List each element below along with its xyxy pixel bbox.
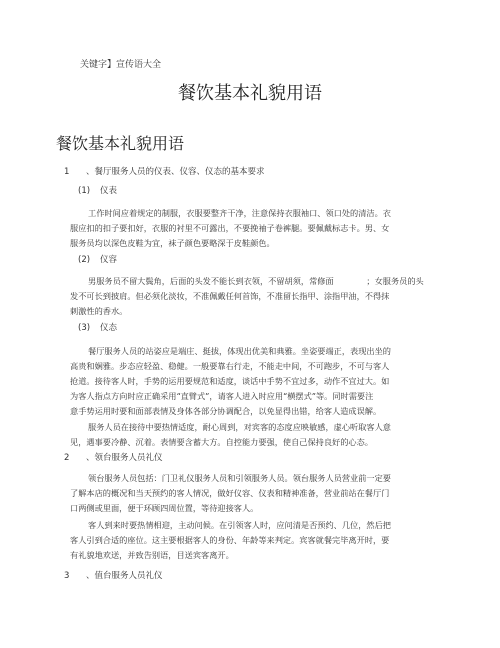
- section-1-number: 1: [64, 167, 70, 177]
- subsection-2-heading: [78, 254, 117, 266]
- paragraph-line: 餐厅服务人员的站姿应是端庄、挺拔，体现出优美和典雅。坐姿要端正，表现出坐的: [88, 346, 391, 356]
- section-2-label: 、领台服务人员礼仪: [86, 453, 163, 463]
- section-2-heading: [64, 452, 163, 464]
- paragraph-host-staff: [70, 471, 432, 516]
- paragraph-line: 服务员均以深色皮鞋为宜，袜子颜色要略深于皮鞋颜色。: [70, 238, 275, 248]
- paragraph-line: 客人到来时要热情相迎，主动问候。在引领客人时，应问清是否预约、几位，然后把: [88, 520, 391, 530]
- subsection-3-heading: [78, 322, 117, 334]
- subsection-3-number: (3): [78, 323, 91, 333]
- paragraph-line: 服务人员在接待中要热情适度，耐心周到，对宾客的态度应映敏感，虚心听取客人意: [88, 422, 391, 432]
- section-1-heading: [64, 166, 265, 178]
- subsection-3-label: 仪态: [100, 323, 118, 333]
- subsection-2-label: 仪容: [100, 255, 118, 265]
- paragraph-line: 高贵和娴雅。步态应轻盈、稳健。一般要靠右行走，不能走中间，不可跑步，不可与客人: [70, 361, 390, 371]
- paragraph-line: 见，遇事要冷静、沉着。表情要含蓄大方。自控能力要强，使自己保持良好的心态。: [70, 437, 373, 447]
- paragraph-line: 为客人指点方向时应正确采用“直臂式”，请客人进入时应用“横摆式”等。同时需要注: [70, 391, 374, 401]
- paragraph-line: 领台服务人员包括：门卫礼仪服务人员和引领服务人员。领台服务人员营业前一定要: [88, 473, 391, 483]
- paragraph-attitude: [70, 420, 432, 450]
- paragraph-line: 服应扣的扣子要扣好，衣服的衬里不可露出，不要挽袖子卷裤腿。要佩戴标志卡。男、女: [70, 223, 390, 233]
- subsection-1-heading: [78, 185, 117, 197]
- section-1-label: 、餐厅服务人员的仪表、仪容、仪态的基本要求: [86, 167, 265, 177]
- document-title: 餐饮基本礼貌用语: [178, 83, 322, 104]
- paragraph-line: 有礼貌地欢送，并致告别语，目送宾客离开。: [70, 550, 234, 560]
- paragraph-line: 意手势运用时要和面部表情及身体各部分协调配合，以免显得出错，给客人造成误解。: [70, 406, 382, 416]
- paragraph-posture: [70, 344, 432, 419]
- section-2-number: 2: [64, 453, 70, 463]
- paragraph-line: 客人引到合适的座位。这主要根据客人的身份、年龄等来判定。宾客就餐完毕离开时，要: [70, 535, 390, 545]
- section-3-number: 3: [64, 571, 70, 581]
- subsection-1-label: 仪表: [100, 186, 118, 196]
- section-3-heading: [64, 570, 163, 582]
- paragraph-line: 口两侧或里面，便于环顾四周位置，等待迎接客人。: [70, 503, 259, 513]
- subsection-1-number: (1): [78, 186, 91, 196]
- paragraph-line: 发不可长到披肩。但必须化淡妆，不准佩戴任何首饰，不准留长指甲、涂指甲油，不得抹: [70, 291, 390, 301]
- section-heading: 餐饮基本礼貌用语: [56, 134, 185, 153]
- paragraph-attire: [70, 206, 432, 251]
- section-3-label: 、值台服务人员礼仪: [86, 571, 163, 581]
- keywords-line: 关键字】宣传语大全: [80, 60, 162, 70]
- paragraph-grooming: [70, 274, 432, 319]
- paragraph-line: 刺激性的香水。: [70, 306, 128, 316]
- paragraph-line: 抢道。接待客人时，手势的运用要规范和适度，谈话中手势不宜过多，动作不宜过大。如: [70, 376, 390, 386]
- paragraph-line: 男服务员不留大鬓角，后面的头发不能长到衣领，不留胡须，常修面 ；女服务员的头: [88, 276, 424, 286]
- paragraph-greeting: [70, 518, 432, 563]
- paragraph-line: 了解本店的概况和当天预约的客人情况，做好仪容、仪表和精神准备，营业前站在餐厅门: [70, 488, 390, 498]
- paragraph-line: 工作时间应着规定的制服，衣服要整齐干净，注意保持衣服袖口、领口处的清洁。衣: [88, 208, 391, 218]
- subsection-2-number: (2): [78, 255, 91, 265]
